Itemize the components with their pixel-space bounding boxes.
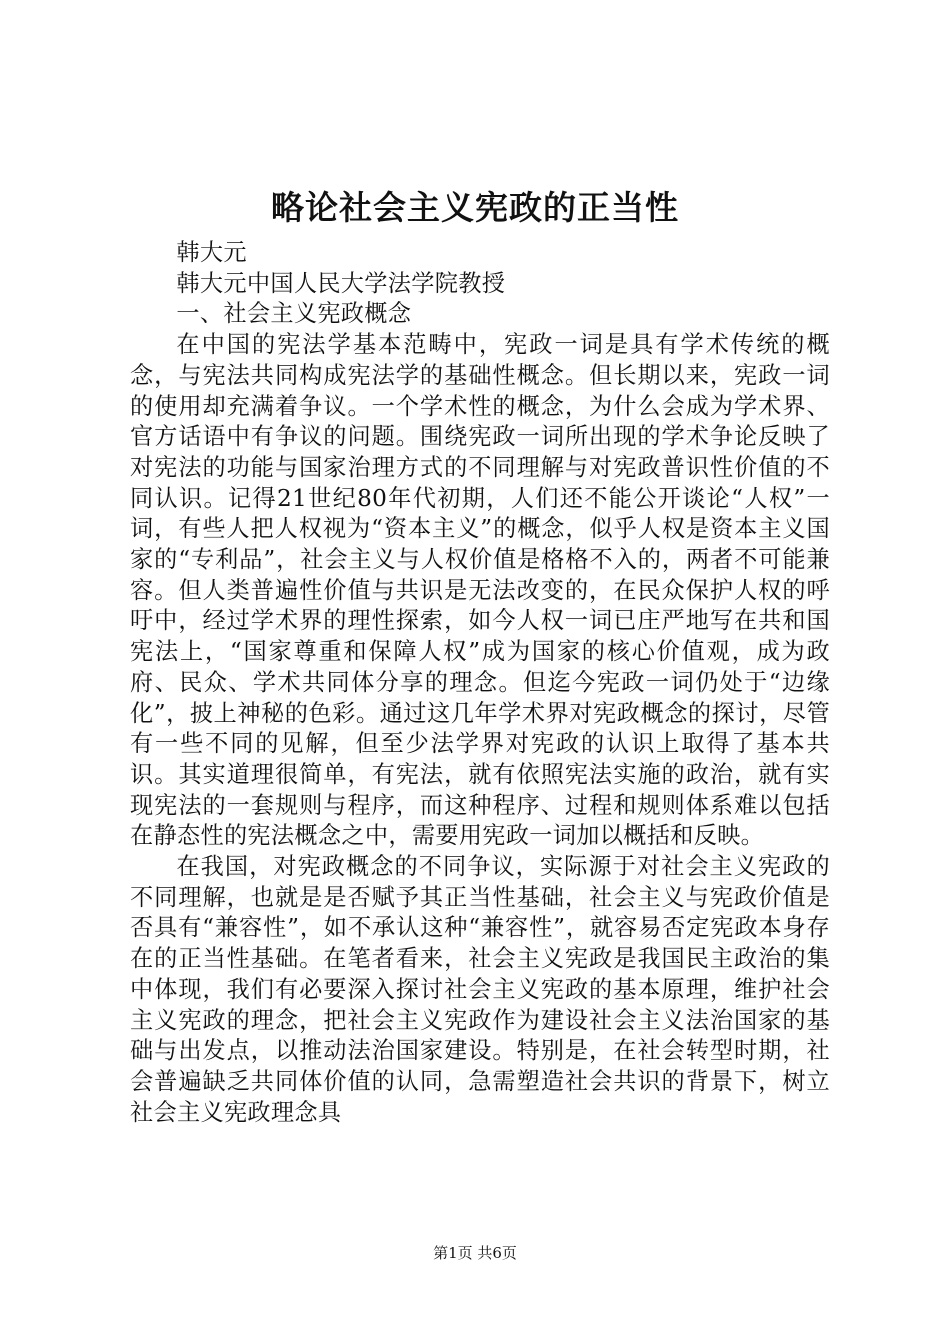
body-paragraph-2: 在我国，对宪政概念的不同争议，实际源于对社会主义宪政的不同理解，也就是是否赋予其正当性基础，社会主义与宪政价值是否具有“兼容性”，如不承认这种“兼容性”，就容易否定宪政本身存在的正当性基础。在笔者看来，社会主义宪政是我国民主政治的集中体现，我们有必要深入探讨社会主义宪政的基本原理，维护社会主义宪政的理念，把社会主义宪政作为建设社会主义法治国家的基础与出发点，以推动法治国家建设。特别是，在社会转型时期，社会普遍缺乏共同体价值的认同，急需塑造社会共识的背景下，树立社会主义宪政理念具 — [130, 853, 830, 1126]
body-paragraph-1: 在中国的宪法学基本范畴中，宪政一词是具有学术传统的概念，与宪法共同构成宪法学的基础性概念。但长期以来，宪政一词的使用却充满着争议。一个学术性的概念，为什么会成为学术界、官方话语中有争议的问题。围绕宪政一词所出现的学术争论反映了对宪法的功能与国家治理方式的不同理解与对宪政普识性价值的不同认识。记得21世纪80年代初期，人们还不能公开谈论“人权”一词，有些人把人权视为“资本主义”的概念，似乎人权是资本主义国家的“专利品”，社会主义与人权价值是格格不入的，两者不可能兼容。但人类普遍性价值与共识是无法改变的，在民众保护人权的呼吁中，经过学术界的理性探索，如今人权一词已庄严地写在共和国宪法上，“国家尊重和保障人权”成为国家的核心价值观，成为政府、民众、学术共同体分享的理念。但迄今宪政一词仍处于“边缘化”，披上神秘的色彩。通过这几年学术界对宪政概念的探讨，尽管有一些不同的见解，但至少法学界对宪政的认识上取得了基本共识。其实道理很简单，有宪法，就有依照宪法实施的政治，就有实现宪法的一套规则与程序，而这种程序、过程和规则体系难以包括在静态性的宪法概念之中，需要用宪政一词加以概括和反映。 — [130, 331, 830, 850]
document-title: 略论社会主义宪政的正当性 — [271, 188, 679, 227]
section-heading: 一、社会主义宪政概念 — [176, 300, 412, 328]
page-footer: 第1页 共6页 — [433, 1244, 517, 1262]
author-line: 韩大元 — [176, 239, 247, 266]
affiliation-line: 韩大元中国人民大学法学院教授 — [176, 269, 506, 297]
document-body — [130, 238, 830, 1128]
